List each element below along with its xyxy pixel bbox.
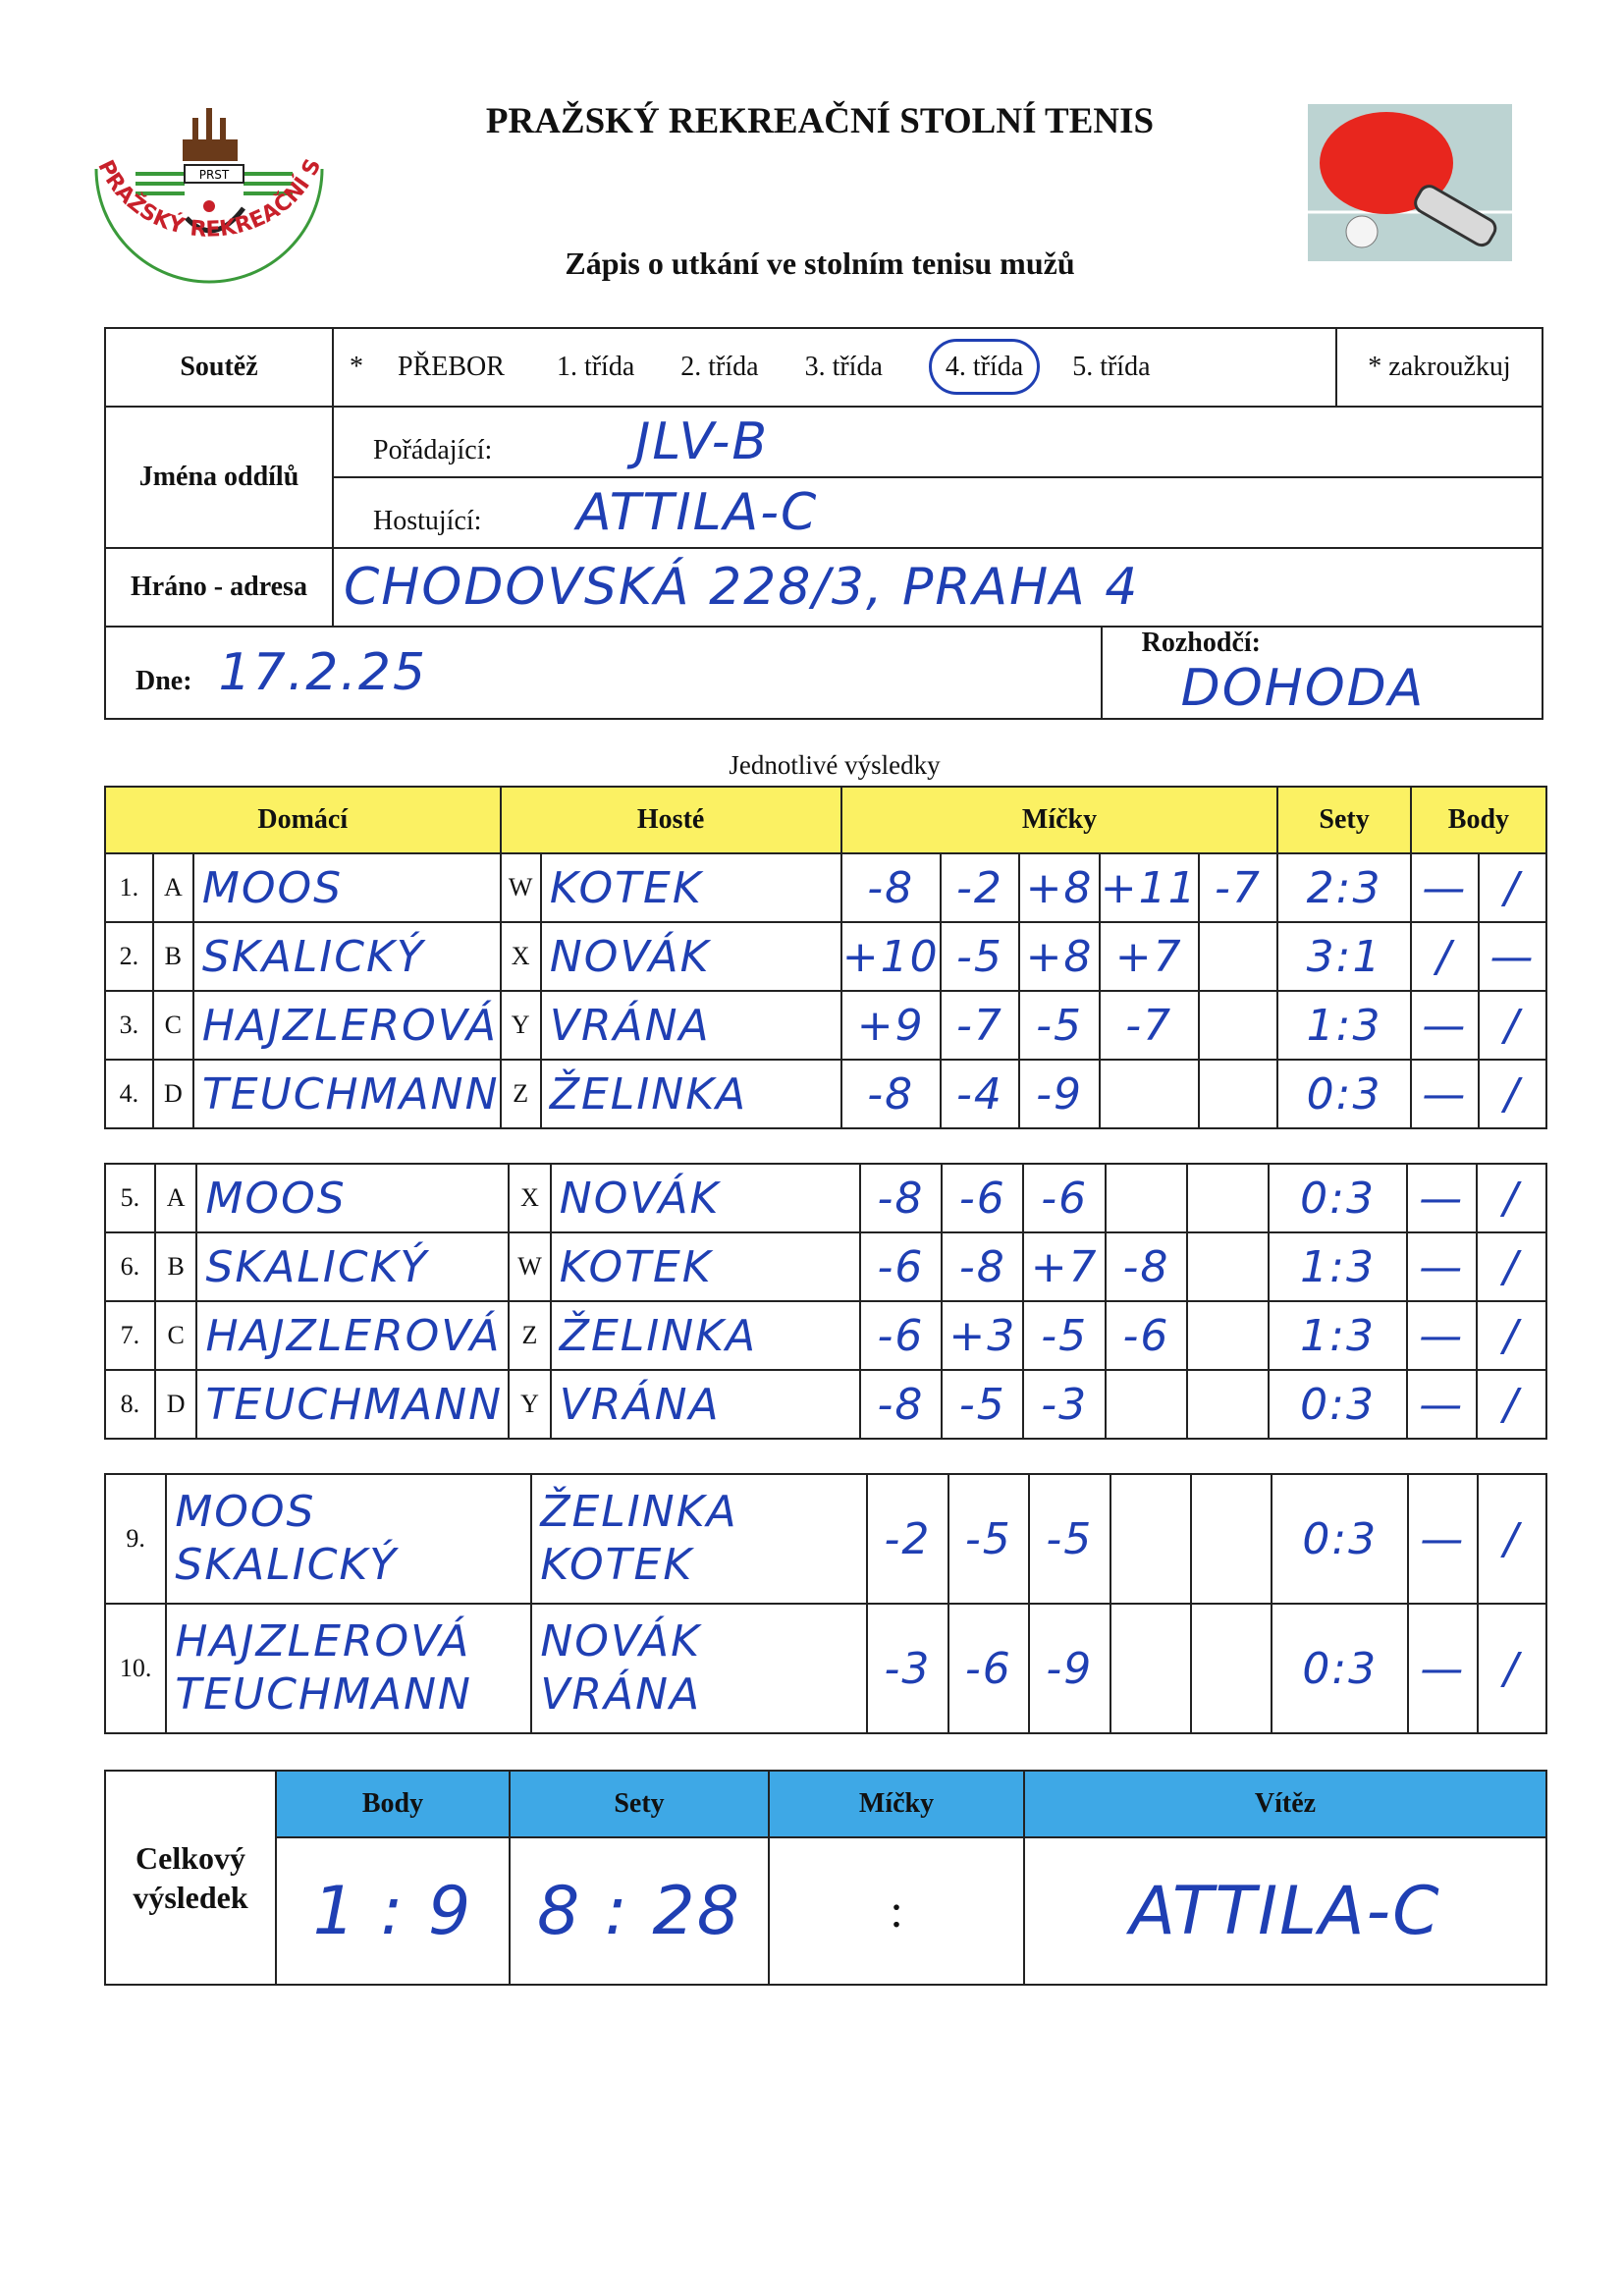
hostujici-value: ATTILA-C	[576, 483, 819, 542]
rozhodci-label: Rozhodčí:	[1141, 628, 1261, 658]
home-letter: C	[153, 991, 193, 1060]
total-sety-value: 8 : 28	[510, 1837, 769, 1985]
ball-score-5	[1199, 991, 1278, 1060]
ball-score-4: -8	[1106, 1232, 1187, 1301]
ball-score-2: -6	[948, 1604, 1029, 1733]
points-home: —	[1411, 1060, 1479, 1128]
ball-score-5	[1199, 922, 1278, 991]
home-letter: D	[153, 1060, 193, 1128]
home-player: HAJZLEROVÁ	[196, 1301, 509, 1370]
guest-pair	[531, 1474, 867, 1604]
guest-letter: Y	[509, 1370, 551, 1439]
circle-note: * zakroužkuj	[1336, 328, 1543, 407]
set-score: 0:3	[1272, 1604, 1408, 1733]
set-score: 1:3	[1277, 991, 1411, 1060]
soutez-label: Soutěž	[105, 328, 333, 407]
ball-score-2: -6	[942, 1164, 1023, 1232]
header-domaci: Domácí	[105, 787, 501, 853]
ball-score-5	[1187, 1232, 1269, 1301]
total-header-micky: Míčky	[769, 1771, 1024, 1837]
results-caption: Jednotlivé výsledky	[729, 750, 941, 780]
ball-score-2: -7	[941, 991, 1020, 1060]
ball-score-4: -7	[1100, 991, 1199, 1060]
home-letter: A	[155, 1164, 197, 1232]
ball-score-3: -6	[1023, 1164, 1105, 1232]
match-info-table	[104, 327, 1543, 720]
home-player-1: MOOS	[175, 1487, 316, 1537]
match-number: 2.	[105, 922, 153, 991]
total-header-sety: Sety	[510, 1771, 769, 1837]
points-guest: —	[1479, 922, 1546, 991]
home-player: MOOS	[193, 853, 501, 922]
points-guest: /	[1478, 1474, 1546, 1604]
ball-score-3: -9	[1029, 1604, 1110, 1733]
ball-score-5	[1187, 1164, 1269, 1232]
total-header-body: Body	[276, 1771, 510, 1837]
ball-score-4	[1110, 1604, 1191, 1733]
ball-score-1: -8	[860, 1370, 942, 1439]
header-body: Body	[1411, 787, 1546, 853]
ball-score-3: -3	[1023, 1370, 1105, 1439]
home-player-2: TEUCHMANN	[175, 1669, 472, 1720]
guest-player: KOTEK	[541, 853, 841, 922]
match-number: 10.	[105, 1604, 166, 1733]
ball-score-1: +9	[841, 991, 941, 1060]
ball-score-2: -2	[941, 853, 1020, 922]
poradajici-value: JLV-B	[635, 412, 770, 471]
home-pair	[166, 1474, 531, 1604]
ball-score-3: -9	[1019, 1060, 1100, 1128]
header-hoste: Hosté	[501, 787, 841, 853]
block-2-rows	[105, 1164, 1546, 1439]
set-score: 0:3	[1269, 1164, 1406, 1232]
total-header-vitez: Vítěz	[1024, 1771, 1546, 1837]
dne-row	[105, 627, 1102, 719]
match-number: 1.	[105, 853, 153, 922]
match-number: 3.	[105, 991, 153, 1060]
hrano-value: CHODOVSKÁ 228/3, PRAHA 4	[333, 548, 1543, 627]
option-prebor: PŘEBOR	[398, 352, 505, 382]
guest-player-1: NOVÁK	[540, 1616, 701, 1667]
guest-player: VRÁNA	[541, 991, 841, 1060]
points-guest: /	[1477, 1370, 1546, 1439]
total-result-table	[104, 1770, 1547, 1986]
ball-score-5	[1199, 1060, 1278, 1128]
ball-score-5	[1187, 1370, 1269, 1439]
ball-score-2: -5	[948, 1474, 1029, 1604]
home-player: SKALICKÝ	[196, 1232, 509, 1301]
ball-score-4	[1106, 1370, 1187, 1439]
set-score: 3:1	[1277, 922, 1411, 991]
points-guest: /	[1479, 853, 1546, 922]
guest-letter: X	[509, 1164, 551, 1232]
star-marker: *	[350, 352, 363, 382]
ball-score-1: -3	[867, 1604, 947, 1733]
ball-score-5	[1191, 1474, 1272, 1604]
guest-letter: Z	[509, 1301, 551, 1370]
option-trida-4-circled: 4. třída	[929, 339, 1040, 395]
option-trida-1: 1. třída	[556, 352, 635, 382]
total-label: Celkový výsledek	[105, 1771, 276, 1985]
match-row	[105, 1164, 1546, 1232]
ball-score-2: -8	[942, 1232, 1023, 1301]
guest-letter: X	[501, 922, 541, 991]
dne-value: 17.2.25	[218, 643, 428, 702]
ball-score-4	[1106, 1164, 1187, 1232]
points-home: —	[1408, 1604, 1477, 1733]
rozhodci-value: DOHODA	[1180, 659, 1426, 718]
home-letter: B	[153, 922, 193, 991]
match-number: 5.	[105, 1164, 155, 1232]
match-row	[105, 922, 1546, 991]
document-subtitle: Zápis o utkání ve stolním tenisu mužů	[565, 246, 1075, 281]
set-score: 0:3	[1277, 1060, 1411, 1128]
points-guest: /	[1479, 1060, 1546, 1128]
ball-score-1: -8	[860, 1164, 942, 1232]
guest-player: NOVÁK	[551, 1164, 860, 1232]
ball-score-2: -5	[941, 922, 1020, 991]
home-player: MOOS	[196, 1164, 509, 1232]
home-letter: D	[155, 1370, 197, 1439]
ball-score-2: +3	[942, 1301, 1023, 1370]
points-home: —	[1411, 991, 1479, 1060]
points-guest: /	[1477, 1301, 1546, 1370]
match-row	[105, 1301, 1546, 1370]
ball-score-4: +11	[1100, 853, 1199, 922]
results-block-2	[104, 1163, 1547, 1440]
poradajici-row	[333, 407, 1543, 477]
option-trida-2: 2. třída	[680, 352, 759, 382]
guest-player: VRÁNA	[551, 1370, 860, 1439]
guest-pair	[531, 1604, 867, 1733]
home-player: SKALICKÝ	[193, 922, 501, 991]
ball-score-3: -5	[1029, 1474, 1110, 1604]
home-player: TEUCHMANN	[193, 1060, 501, 1128]
points-guest: /	[1477, 1232, 1546, 1301]
ball-score-1: -6	[860, 1301, 942, 1370]
hrano-label: Hráno - adresa	[105, 548, 333, 627]
ball-score-4	[1100, 1060, 1199, 1128]
set-score: 0:3	[1272, 1474, 1408, 1604]
set-score: 0:3	[1269, 1370, 1406, 1439]
ball-score-1: -8	[841, 853, 941, 922]
home-letter: A	[153, 853, 193, 922]
dne-label: Dne:	[135, 666, 192, 696]
logo-abbrev: PRST	[198, 168, 230, 182]
home-letter: C	[155, 1301, 197, 1370]
set-score: 2:3	[1277, 853, 1411, 922]
ping-pong-paddle-icon	[1308, 104, 1512, 261]
match-row	[105, 853, 1546, 922]
club-logo	[77, 100, 342, 297]
ball-score-5	[1191, 1604, 1272, 1733]
ball-score-3: -5	[1023, 1301, 1105, 1370]
points-guest: /	[1478, 1604, 1546, 1733]
doubles-rows	[105, 1474, 1546, 1733]
guest-player-2: KOTEK	[540, 1540, 694, 1590]
results-doubles	[104, 1473, 1547, 1734]
option-trida-5: 5. třída	[1072, 352, 1151, 382]
match-row	[105, 1232, 1546, 1301]
total-vitez-value: ATTILA-C	[1024, 1837, 1546, 1985]
ball-score-3: +8	[1019, 922, 1100, 991]
document-title: PRAŽSKÝ REKREAČNÍ STOLNÍ TENIS	[485, 101, 1155, 141]
guest-player: KOTEK	[551, 1232, 860, 1301]
ball-score-3: +8	[1019, 853, 1100, 922]
points-home: —	[1407, 1232, 1477, 1301]
option-trida-3: 3. třída	[804, 352, 883, 382]
ball-score-1: +10	[841, 922, 941, 991]
guest-letter: Y	[501, 991, 541, 1060]
home-player-2: SKALICKÝ	[175, 1540, 399, 1590]
points-home: —	[1408, 1474, 1477, 1604]
match-number: 8.	[105, 1370, 155, 1439]
set-score: 1:3	[1269, 1301, 1406, 1370]
total-micky-value: :	[769, 1837, 1024, 1985]
home-player: HAJZLEROVÁ	[193, 991, 501, 1060]
match-row	[105, 1060, 1546, 1128]
poradajici-label: Pořádající:	[373, 435, 493, 465]
header-sety: Sety	[1277, 787, 1411, 853]
home-player: TEUCHMANN	[196, 1370, 509, 1439]
total-body-value: 1 : 9	[276, 1837, 510, 1985]
match-row	[105, 991, 1546, 1060]
guest-letter: W	[509, 1232, 551, 1301]
ball-score-1: -2	[867, 1474, 947, 1604]
points-guest: /	[1479, 991, 1546, 1060]
home-player-1: HAJZLEROVÁ	[175, 1616, 471, 1667]
points-home: —	[1407, 1370, 1477, 1439]
points-home: —	[1411, 853, 1479, 922]
header-micky: Míčky	[841, 787, 1278, 853]
doubles-row	[105, 1474, 1546, 1604]
guest-player: NOVÁK	[541, 922, 841, 991]
rozhodci-row	[1102, 627, 1543, 719]
ball-score-4: -6	[1106, 1301, 1187, 1370]
ball-score-5: -7	[1199, 853, 1278, 922]
guest-player-1: ŽELINKA	[540, 1487, 738, 1537]
ball-score-1: -6	[860, 1232, 942, 1301]
ball-score-4: +7	[1100, 922, 1199, 991]
match-row	[105, 1370, 1546, 1439]
ball-score-2: -5	[942, 1370, 1023, 1439]
ball-score-3: +7	[1023, 1232, 1105, 1301]
set-score: 1:3	[1269, 1232, 1406, 1301]
block-1-rows	[105, 853, 1546, 1128]
jmena-oddilu-label: Jména oddílů	[105, 407, 333, 548]
match-number: 6.	[105, 1232, 155, 1301]
guest-player: ŽELINKA	[541, 1060, 841, 1128]
points-home: —	[1407, 1164, 1477, 1232]
ball-score-1: -8	[841, 1060, 941, 1128]
guest-player-2: VRÁNA	[540, 1669, 702, 1720]
match-number: 9.	[105, 1474, 166, 1604]
points-home: /	[1411, 922, 1479, 991]
ball-score-3: -5	[1019, 991, 1100, 1060]
ball-score-2: -4	[941, 1060, 1020, 1128]
hostujici-row	[333, 477, 1543, 548]
guest-letter: Z	[501, 1060, 541, 1128]
home-pair	[166, 1604, 531, 1733]
guest-player: ŽELINKA	[551, 1301, 860, 1370]
doubles-row	[105, 1604, 1546, 1733]
points-guest: /	[1477, 1164, 1546, 1232]
guest-letter: W	[501, 853, 541, 922]
match-number: 7.	[105, 1301, 155, 1370]
results-block-1	[104, 786, 1547, 1129]
competition-options	[333, 328, 1336, 407]
ball-score-5	[1187, 1301, 1269, 1370]
logo-ring-text: PRAŽSKÝ REKREAČNÍ S	[92, 155, 327, 243]
home-letter: B	[155, 1232, 197, 1301]
points-home: —	[1407, 1301, 1477, 1370]
ball-score-4	[1110, 1474, 1191, 1604]
match-number: 4.	[105, 1060, 153, 1128]
hostujici-label: Hostující:	[373, 506, 482, 536]
